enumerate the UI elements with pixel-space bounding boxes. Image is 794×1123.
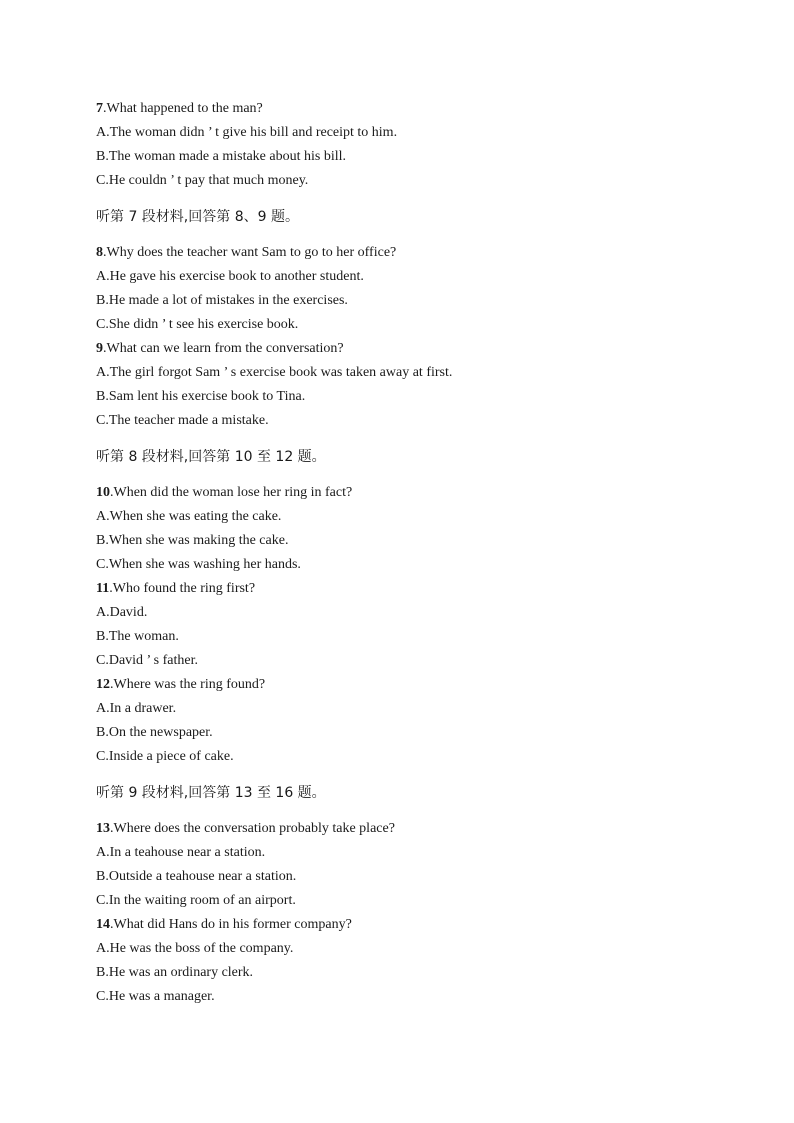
option-c: C.In the waiting room of an airport. (96, 893, 296, 908)
question-text: .What happened to the man? (103, 101, 263, 116)
question-stem (96, 241, 716, 265)
option-b: B.The woman. (96, 629, 179, 644)
question-text: .What can we learn from the conversation? (103, 341, 344, 356)
question-block (96, 913, 716, 1009)
section-heading: 听第 7 段材料,回答第 8、9 题。 (96, 209, 299, 225)
question-block (96, 241, 716, 337)
option-a: A.The woman didn ’ t give his bill and receipt to him. (96, 125, 398, 140)
question-stem (96, 673, 716, 697)
question-number: 12 (96, 677, 110, 692)
question-text: .What did Hans do in his former company? (110, 917, 352, 932)
question-block (96, 817, 716, 913)
option-c: C.David ’ s father. (96, 653, 198, 668)
question-number: 9 (96, 341, 103, 356)
option-a: A.The girl forgot Sam ’ s exercise book was taken away at first. (96, 365, 453, 380)
section-heading: 听第 8 段材料,回答第 10 至 12 题。 (96, 449, 326, 465)
question-text: .Why does the teacher want Sam to go to her office? (103, 245, 397, 260)
option-c: C.She didn ’ t see his exercise book. (96, 317, 299, 332)
question-text: .Where was the ring found? (110, 677, 266, 692)
option-c: C.He couldn ’ t pay that much money. (96, 173, 309, 188)
section-heading: 听第 9 段材料,回答第 13 至 16 题。 (96, 785, 326, 801)
question-stem (96, 817, 716, 841)
option-a: A.In a teahouse near a station. (96, 845, 266, 860)
question-text: .Who found the ring first? (109, 581, 256, 596)
question-stem (96, 481, 716, 505)
question-number: 10 (96, 485, 110, 500)
option-a: A.David. (96, 605, 148, 620)
option-c: C.The teacher made a mistake. (96, 413, 269, 428)
question-stem (96, 97, 716, 121)
option-a: A.In a drawer. (96, 701, 177, 716)
question-block (96, 97, 716, 193)
question-number: 8 (96, 245, 103, 260)
option-b: B.Sam lent his exercise book to Tina. (96, 389, 306, 404)
question-number: 11 (96, 581, 110, 596)
question-text: .When did the woman lose her ring in fact? (110, 485, 353, 500)
question-block (96, 481, 716, 577)
document-page (96, 97, 716, 1009)
option-a: A.When she was eating the cake. (96, 509, 282, 524)
option-b: B.When she was making the cake. (96, 533, 289, 548)
option-c: C.He was a manager. (96, 989, 215, 1004)
question-block (96, 577, 716, 673)
option-b: B.On the newspaper. (96, 725, 213, 740)
question-stem (96, 577, 716, 601)
option-a: A.He was the boss of the company. (96, 941, 294, 956)
option-b: B.He made a lot of mistakes in the exercises. (96, 293, 348, 308)
option-a: A.He gave his exercise book to another student. (96, 269, 364, 284)
question-stem (96, 913, 716, 937)
question-block (96, 673, 716, 769)
question-block (96, 337, 716, 433)
option-c: C.When she was washing her hands. (96, 557, 301, 572)
question-number: 14 (96, 917, 110, 932)
option-c: C.Inside a piece of cake. (96, 749, 234, 764)
question-text: .Where does the conversation probably take place? (110, 821, 395, 836)
option-b: B.He was an ordinary clerk. (96, 965, 254, 980)
question-number: 7 (96, 101, 103, 116)
option-b: B.Outside a teahouse near a station. (96, 869, 297, 884)
option-b: B.The woman made a mistake about his bill. (96, 149, 347, 164)
question-stem (96, 337, 716, 361)
question-number: 13 (96, 821, 110, 836)
